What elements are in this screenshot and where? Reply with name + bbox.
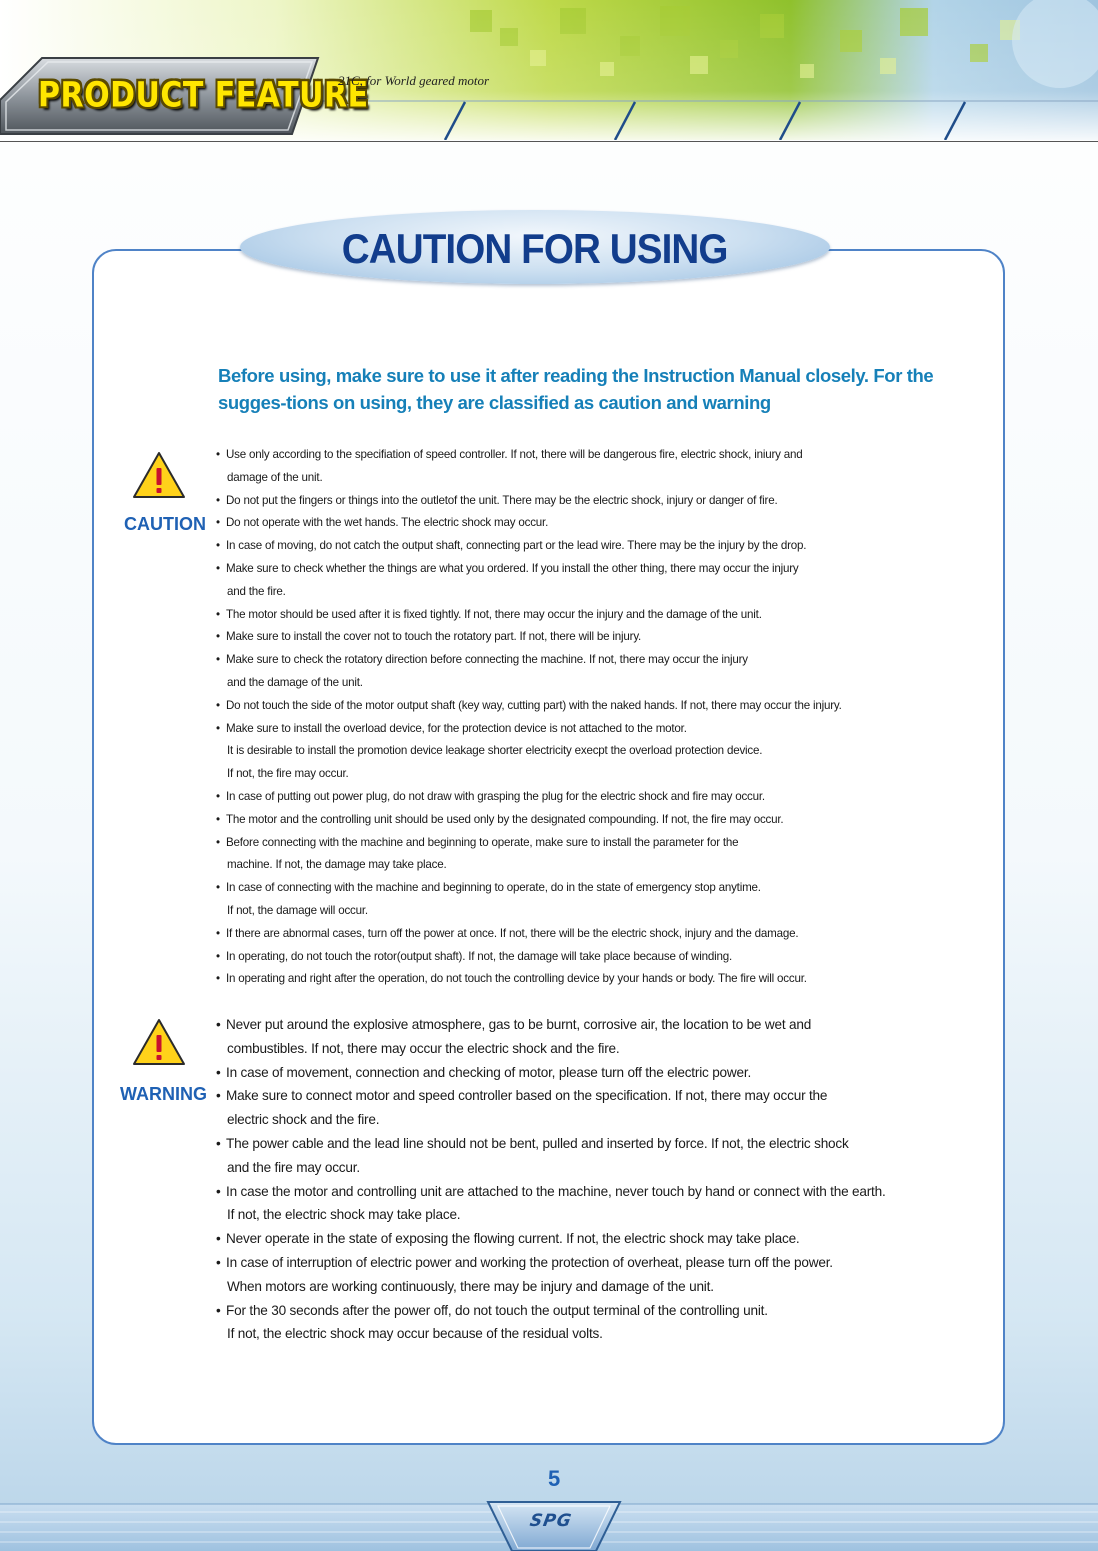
header-divider: [0, 141, 1098, 142]
list-item: • Do not touch the side of the motor output shaft (key way, cutting part) with the naked hands. If not, there may occur the injury.: [216, 695, 916, 718]
list-item: • The power cable and the lead line should not be bent, pulled and inserted by force. If not, the electric shock and the fire may occur.: [216, 1132, 896, 1180]
warning-list: [216, 1013, 896, 1346]
list-item: • In case of moving, do not catch the output shaft, connecting part or the lead wire. There may be the injury by the drop.: [216, 535, 916, 558]
title-banner: [240, 210, 830, 284]
page-number: 5: [548, 1466, 561, 1491]
list-item: • In case of interruption of electric power and working the protection of overheat, please turn off the power. When motors are working continuously, there may be injury and damage of the unit.: [216, 1251, 896, 1299]
list-item: • Make sure to check whether the things are what you ordered. If you install the other thing, there may occur the injury and the fire.: [216, 558, 916, 604]
list-item: • Make sure to install the overload device, for the protection device is not attached to the motor. It is desirable to install the promotion device leakage shorter electricity execpt the overload protection device. If not, the fire may occur.: [216, 718, 916, 786]
list-item: • For the 30 seconds after the power off, do not touch the output terminal of the controlling unit. If not, the electric shock may occur because of the residual volts.: [216, 1299, 896, 1347]
warning-label: WARNING: [120, 1084, 207, 1104]
list-item: • If there are abnormal cases, turn off the power at once. If not, there will be the electric shock, injury and the damage.: [216, 923, 916, 946]
list-item: • Before connecting with the machine and beginning to operate, make sure to install the parameter for the machine. If not, the damage may take place.: [216, 832, 916, 878]
list-item: • Use only according to the specifiation of speed controller. If not, there will be dangerous fire, electric shock, iniury and damage of the unit.: [216, 444, 916, 490]
intro-text: Before using, make sure to use it after reading the Instruction Manual closely. For the sugges-tions on using, they are classified as caution and warning: [218, 365, 934, 413]
warning-triangle-icon: [132, 1018, 186, 1066]
header-tagline: 21C, for World geared motor: [338, 73, 490, 88]
list-item: • Never operate in the state of exposing the flowing current. If not, the electric shock may take place.: [216, 1227, 896, 1251]
list-item: • Make sure to connect motor and speed controller based on the specification. If not, there may occur the electric shock and the fire.: [216, 1084, 896, 1132]
product-feature-badge: PRODUCT FEATURE: [38, 75, 369, 116]
list-item: • Do not operate with the wet hands. The electric shock may occur.: [216, 512, 916, 535]
caution-triangle-icon: [132, 451, 186, 499]
list-item: • Make sure to install the cover not to touch the rotatory part. If not, there will be injury.: [216, 626, 916, 649]
list-item: • In operating and right after the operation, do not touch the controlling device by your hands or body. The fire will occur.: [216, 968, 916, 991]
list-item: • In case of movement, connection and checking of motor, please turn off the electric power.: [216, 1061, 896, 1085]
list-item: • Make sure to check the rotatory direction before connecting the machine. If not, there may occur the injury and the damage of the unit.: [216, 649, 916, 695]
list-item: • In case of putting out power plug, do not draw with grasping the plug for the electric shock and fire may occur.: [216, 786, 916, 809]
caution-list: [216, 444, 916, 991]
company-logo: SPG: [528, 1511, 574, 1531]
page-title: CAUTION FOR USING: [342, 225, 728, 272]
page-header: [0, 0, 1098, 140]
list-item: • The motor should be used after it is fixed tightly. If not, there may occur the injury and the damage of the unit.: [216, 604, 916, 627]
header-banner-graphic: [0, 0, 1098, 140]
list-item: • Never put around the explosive atmosphere, gas to be burnt, corrosive air, the location to be wet and combustibles. If not, there may occur the electric shock and the fire.: [216, 1013, 896, 1061]
list-item: • In case of connecting with the machine and beginning to operate, do in the state of emergency stop anytime. If not, the damage will occur.: [216, 877, 916, 923]
list-item: • The motor and the controlling unit should be used only by the designated compounding. If not, the fire may occur.: [216, 809, 916, 832]
list-item: • Do not put the fingers or things into the outletof the unit. There may be the electric shock, injury or danger of fire.: [216, 490, 916, 513]
caution-label: CAUTION: [124, 514, 206, 534]
list-item: • In operating, do not touch the rotor(output shaft). If not, the damage will take place because of winding.: [216, 946, 916, 969]
list-item: • In case the motor and controlling unit are attached to the machine, never touch by hand or connect with the earth. If not, the electric shock may take place.: [216, 1180, 896, 1228]
